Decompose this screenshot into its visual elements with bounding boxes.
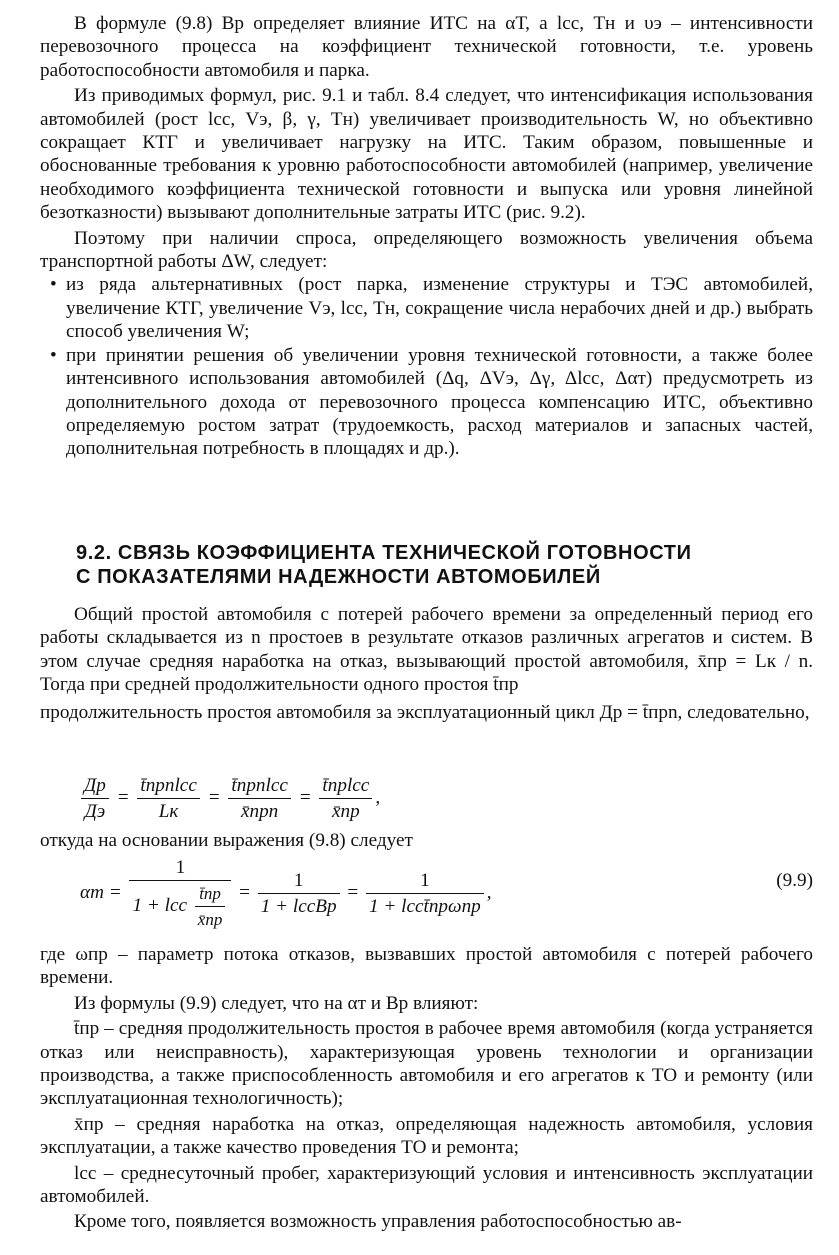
equation-ratio: $\frac{Др}{Дэ}$ = $\frac{\text{t̄прnlсс}}{Lк}$ = $\frac{\text{t̄прnlсс}}{\text{x̄прn}}$ = $\frac{\text{t̄прlсс}}{x̄пр}$ , bbox=[78, 773, 478, 824]
bullet-item-1: • из ряда альтернативных (рост парка, изменение структуры и ТЭС автомобилей, увеличение КТГ, увеличение Vэ, lсс, Тн, сокращение числа нерабочих дней и др.) выбрать способ увеличения W; bbox=[40, 273, 813, 343]
equation-number: (9.9) bbox=[776, 870, 813, 891]
paragraph-2: Из приводимых формул, рис. 9.1 и табл. 8.4 следует, что интенсификация использования автомобилей (рост lсс, Vэ, β, γ, Тн) увеличивает производительность W, но объективно сокращает КТГ и увеличивает нагрузку на ИТС. Таким образом, повышенные и обоснованные требования к уровню работоспособности автомобилей (например, увеличение необходимого коэффициента технической готовности и выпуска или уровня линейной безотказности) вызывают дополнительные затраты ИТС (рис. 9.2). bbox=[40, 85, 813, 224]
eq99-frac-1: 1 1 + lсс $\frac{t̄пр}{x̄пр}$ bbox=[129, 855, 231, 932]
paragraph-8: t̄пр – средняя продолжительность простоя в рабочее время автомобиля (когда устраняется отказ или неисправность), характеризующая уровень технологии и организации производства, а также приспособленность автомобиля и его агрегатов к ТО и ремонту (или эксплуатационная технологичность); bbox=[40, 1018, 813, 1110]
frac-1: $\frac{\text{t̄прnlсс}}{Lк}$ bbox=[137, 773, 199, 824]
bullet-list bbox=[40, 273, 813, 460]
paragraph-5: откуда на основании выражения (9.8) следует bbox=[40, 830, 413, 851]
paragraph-9: x̄пр – средняя наработка на отказ, определяющая надежность автомобиля, условия эксплуатации, а также качество проведения ТО и ремонта; bbox=[40, 1113, 813, 1159]
paragraph-7: Из формулы (9.9) следует, что на αт и Bр влияют: bbox=[74, 992, 479, 1014]
paragraph-1: В формуле (9.8) Bр определяет влияние ИТС на αТ, а lсс, Тн и υэ – интенсивности перевозочного процесса на коэффициент технической готовности, т.е. уровень работоспособности автомобиля и парка. bbox=[40, 13, 813, 81]
paragraph-4a: Общий простой автомобиля с потерей рабочего времени за определенный период его работы складывается из n простоев в результате отказов различных агрегатов и систем. В этом случае средняя наработка на отказ, вызывающий простой автомобиля, x̄пр = Lк / n. Тогда при средней продолжительности одного простоя t̄пр bbox=[40, 604, 813, 696]
eq99-frac-3: $\frac{1}{\text{1 + lссt̄прωпр}}$ bbox=[366, 868, 484, 919]
frac-2: $\frac{\text{t̄прnlсс}}{\text{x̄прn}}$ bbox=[228, 773, 290, 824]
text-block-top bbox=[40, 12, 813, 461]
text-block-bottom bbox=[40, 943, 813, 1234]
paragraph-6: где ωпр – параметр потока отказов, вызвавших простой автомобиля с потерей рабочего времени. bbox=[40, 944, 813, 989]
paragraph-11: Кроме того, появляется возможность управления работоспособностью ав- bbox=[74, 1211, 682, 1233]
section-heading-line-1: 9.2. СВЯЗЬ КОЭФФИЦИЕНТА ТЕХНИЧЕСКОЙ ГОТОВНОСТИ bbox=[76, 542, 692, 564]
frac-3: $\frac{\text{t̄прlсс}}{x̄пр}$ bbox=[319, 773, 372, 824]
section-heading-line-2: С ПОКАЗАТЕЛЯМИ НАДЕЖНОСТИ АВТОМОБИЛЕЙ bbox=[76, 566, 601, 588]
paragraph-4b: продолжительность простоя автомобиля за эксплуатационный цикл Др = t̄прn, следовательно, bbox=[40, 701, 810, 723]
text-block-before-eq99 bbox=[40, 829, 813, 852]
paragraph-3: Поэтому при наличии спроса, определяющего возможность увеличения объема транспортной работы ΔW, следует: bbox=[40, 227, 813, 273]
frac-lhs: $\frac{Др}{Дэ}$ bbox=[81, 773, 109, 824]
bullet-item-2: • при принятии решения об увеличении уровня технической готовности, а также более интенсивного использования автомобилей (Δq, ΔVэ, Δγ, Δlсс, Δαт) предусмотреть из дополнительного дохода от перевозочного процесса компенсацию ИТС, объективно определяемую ростом затрат (трудоемкость, расход материалов и запасных частей, дополнительная потребность в площадях и др.). bbox=[40, 344, 813, 461]
paragraph-10: lсс – среднесуточный пробег, характеризующий условия и интенсивность эксплуатации автомобилей. bbox=[40, 1162, 813, 1208]
equation-9-9: αт = 1 1 + lсс $\frac{t̄пр}{x̄пр}$ = $\frac{1}{\text{1 + lссBр}}$ = $\frac{1}{\text{1 + lссt̄прωпр}}$ , (9.9) bbox=[40, 855, 813, 932]
text-block-middle bbox=[40, 603, 813, 724]
section-heading bbox=[76, 541, 816, 589]
eq99-frac-2: $\frac{1}{\text{1 + lссBр}}$ bbox=[258, 868, 340, 919]
